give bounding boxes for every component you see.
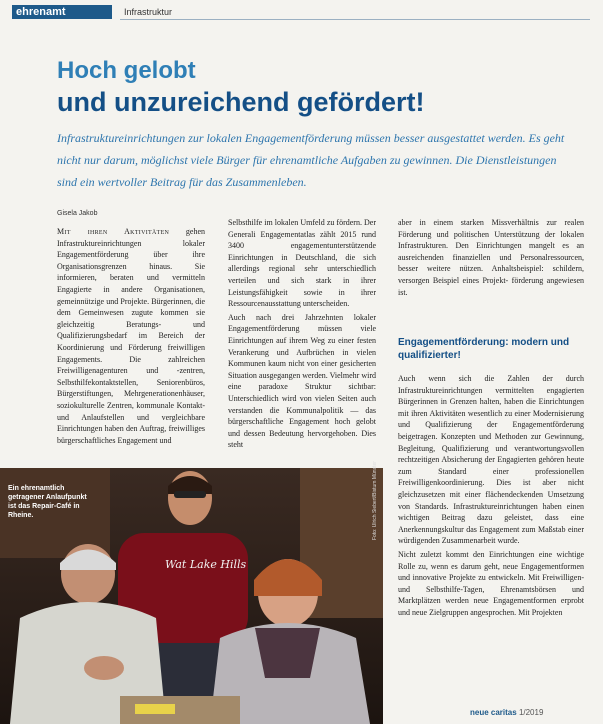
page-header [0, 0, 603, 22]
text-column-1 [57, 226, 205, 458]
section-label: ehrenamt [12, 5, 112, 19]
column-3-top-text: aber in einem starken Missverhältnis zur realen Förderung und politischen Unterstützung der lokalen Infrastrukturen. Den Einrichtungen mangelt es an ausreichenden finanziellen und Personalressourcen, besser weitere nützen. Anhaltsbeispiel: schildern, versorgen Beispiel eines Projekt- förderung angewiesen ist. [398, 218, 584, 297]
column-3-paragraph-2: Nicht zuletzt kommt den Einrichtungen eine wichtige Rolle zu, wenn es darum geht, neue Engagementformen und innovative Projekte zu entwickeln. Mit Freiwilligen- und Selbsthilfe-Tagen, Ehrenamtsbörsen und Marktplätzen werden neue Engagementformen erprobt und neue Zielgruppen angesprochen. Mit Projekten [398, 549, 584, 617]
column-2-paragraph-2: Auch nach drei Jahrzehnten lokaler Engagementförderung müssen viele Einrichtungen auf ihrem Weg zu einer festen Verankerung und Aufbrüchen in vielen Kommunen kaum nicht von einer gesicherten Situation ausgegangen werden. Vielmehr wird eine paradoxe Struktur sichtbar: Unterschiedlich wird von vielen Seiten auch verstanden die Kommunalpolitik — das bürgerschaftliche Engagement hoch gelobt und dessen Bedeutung hervorgehoben. Dies steht [228, 312, 376, 450]
column-3-paragraph-1: Auch wenn sich die Zahlen der durch Infrastruktureinrichtungen vermittelten engagierten Bürgerinnen in Grenzen halten, haben die Einrichtungen mit ihren Aktivitäten wesentlich zu einer Modernisierung und Qualifizierung der Engagementförderung beigetragen. Konzepten und Methoden zur Gewinnung, Begleitung, Qualifizierung und verantwortungsvollen rechtzeitigen Absicherung der Engagierten gehören heute zum Standard einer professionellen Freiwilligenkoordinierung. Dies ist aber nicht gleichzusetzen mit einer flächendeckenden Umsetzung von Standards. Infrastruktureinrichtungen haben einen wichtigen Beitrag dazu geleistet, dass eine Anerkennungskultur das Engagement zum Maßstab einer würdigenden Zusammenarbeit wurde. [398, 374, 584, 546]
article-lead: Infrastruktureinrichtungen zur lokalen Engagementförderung müssen besser ausgestattet werden. Es geht nicht nur darum, möglichst viele Bürger für ehrenamtliche Aufgaben zu gewinnen. Die Dienstleistungen sind ein wertvoller Beitrag für das Zusammenleben. [57, 131, 565, 189]
text-column-2 [228, 217, 376, 457]
author-byline: Gisela Jakob [57, 210, 98, 217]
column-1-text: gehen Infrastruktureinrichtungen lokaler Engagementförderung über ihre Organisationsgrenzen hinaus. Sie informieren, beraten und vermitteln Engagierte in andere Organisationen, gemeinnützige und Projekte. Bürgerinnen, die dem Gemeinwesen zugute kommen sie gleichzeitig Beratungs- und Qualifizierungsbedarf im Bereich der Koordinierung und Förderung freiwilligen Engagements. Die zahlreichen Freiwilligenagenturen und -zentren, Selbsthilfekontaktstellen, Seniorenbüros, Bürgerstiftungen, Mehrgenerationenhäuser, soziokulturelle Zentren, kommunale Kontakt- und Anlaufstellen und vergleichbare Einrichtungen haben den Auftrag, freiwilliges bürgerschaftliches Engagement und [57, 227, 205, 445]
article-kicker: Hoch gelobt [57, 57, 196, 84]
issue-number: 1/2019 [518, 708, 544, 717]
magazine-name: neue caritas [470, 708, 517, 717]
section-subheading: Engagementförderung: modern und qualifizierter! [398, 337, 570, 361]
shirt-print: Wat Lake Hills [165, 558, 247, 571]
column-2-paragraph-1: Selbsthilfe im lokalen Umfeld zu fördern. Der Generali Engagementatlas zählt 2015 rund 3400 engagementunterstützende Einrichtungen in Deutschland, die sich allerdings regional sehr unterschiedlich verteilen und sich stark in ihrer Leistungsfähigkeit sowie in ihrer Ressourcenausstattung unterscheiden. [228, 218, 376, 309]
page-footer [470, 708, 543, 717]
photo-credit: Foto: Ulrich Siebert/Bistum Münster [372, 461, 378, 540]
text-column-3-bottom [398, 373, 584, 685]
article-headline: und unzureichend gefördert! [57, 87, 425, 117]
lead-in-caps: Mit ihren Aktivitäten [57, 227, 170, 236]
photo-caption: Ein ehrenamtlich getragener Anlaufpunkt ist das Repair-Café in Rheine. [8, 485, 87, 519]
rubric-label: Infrastruktur [124, 7, 173, 17]
header-divider [120, 19, 590, 20]
text-column-3-top [398, 217, 584, 313]
